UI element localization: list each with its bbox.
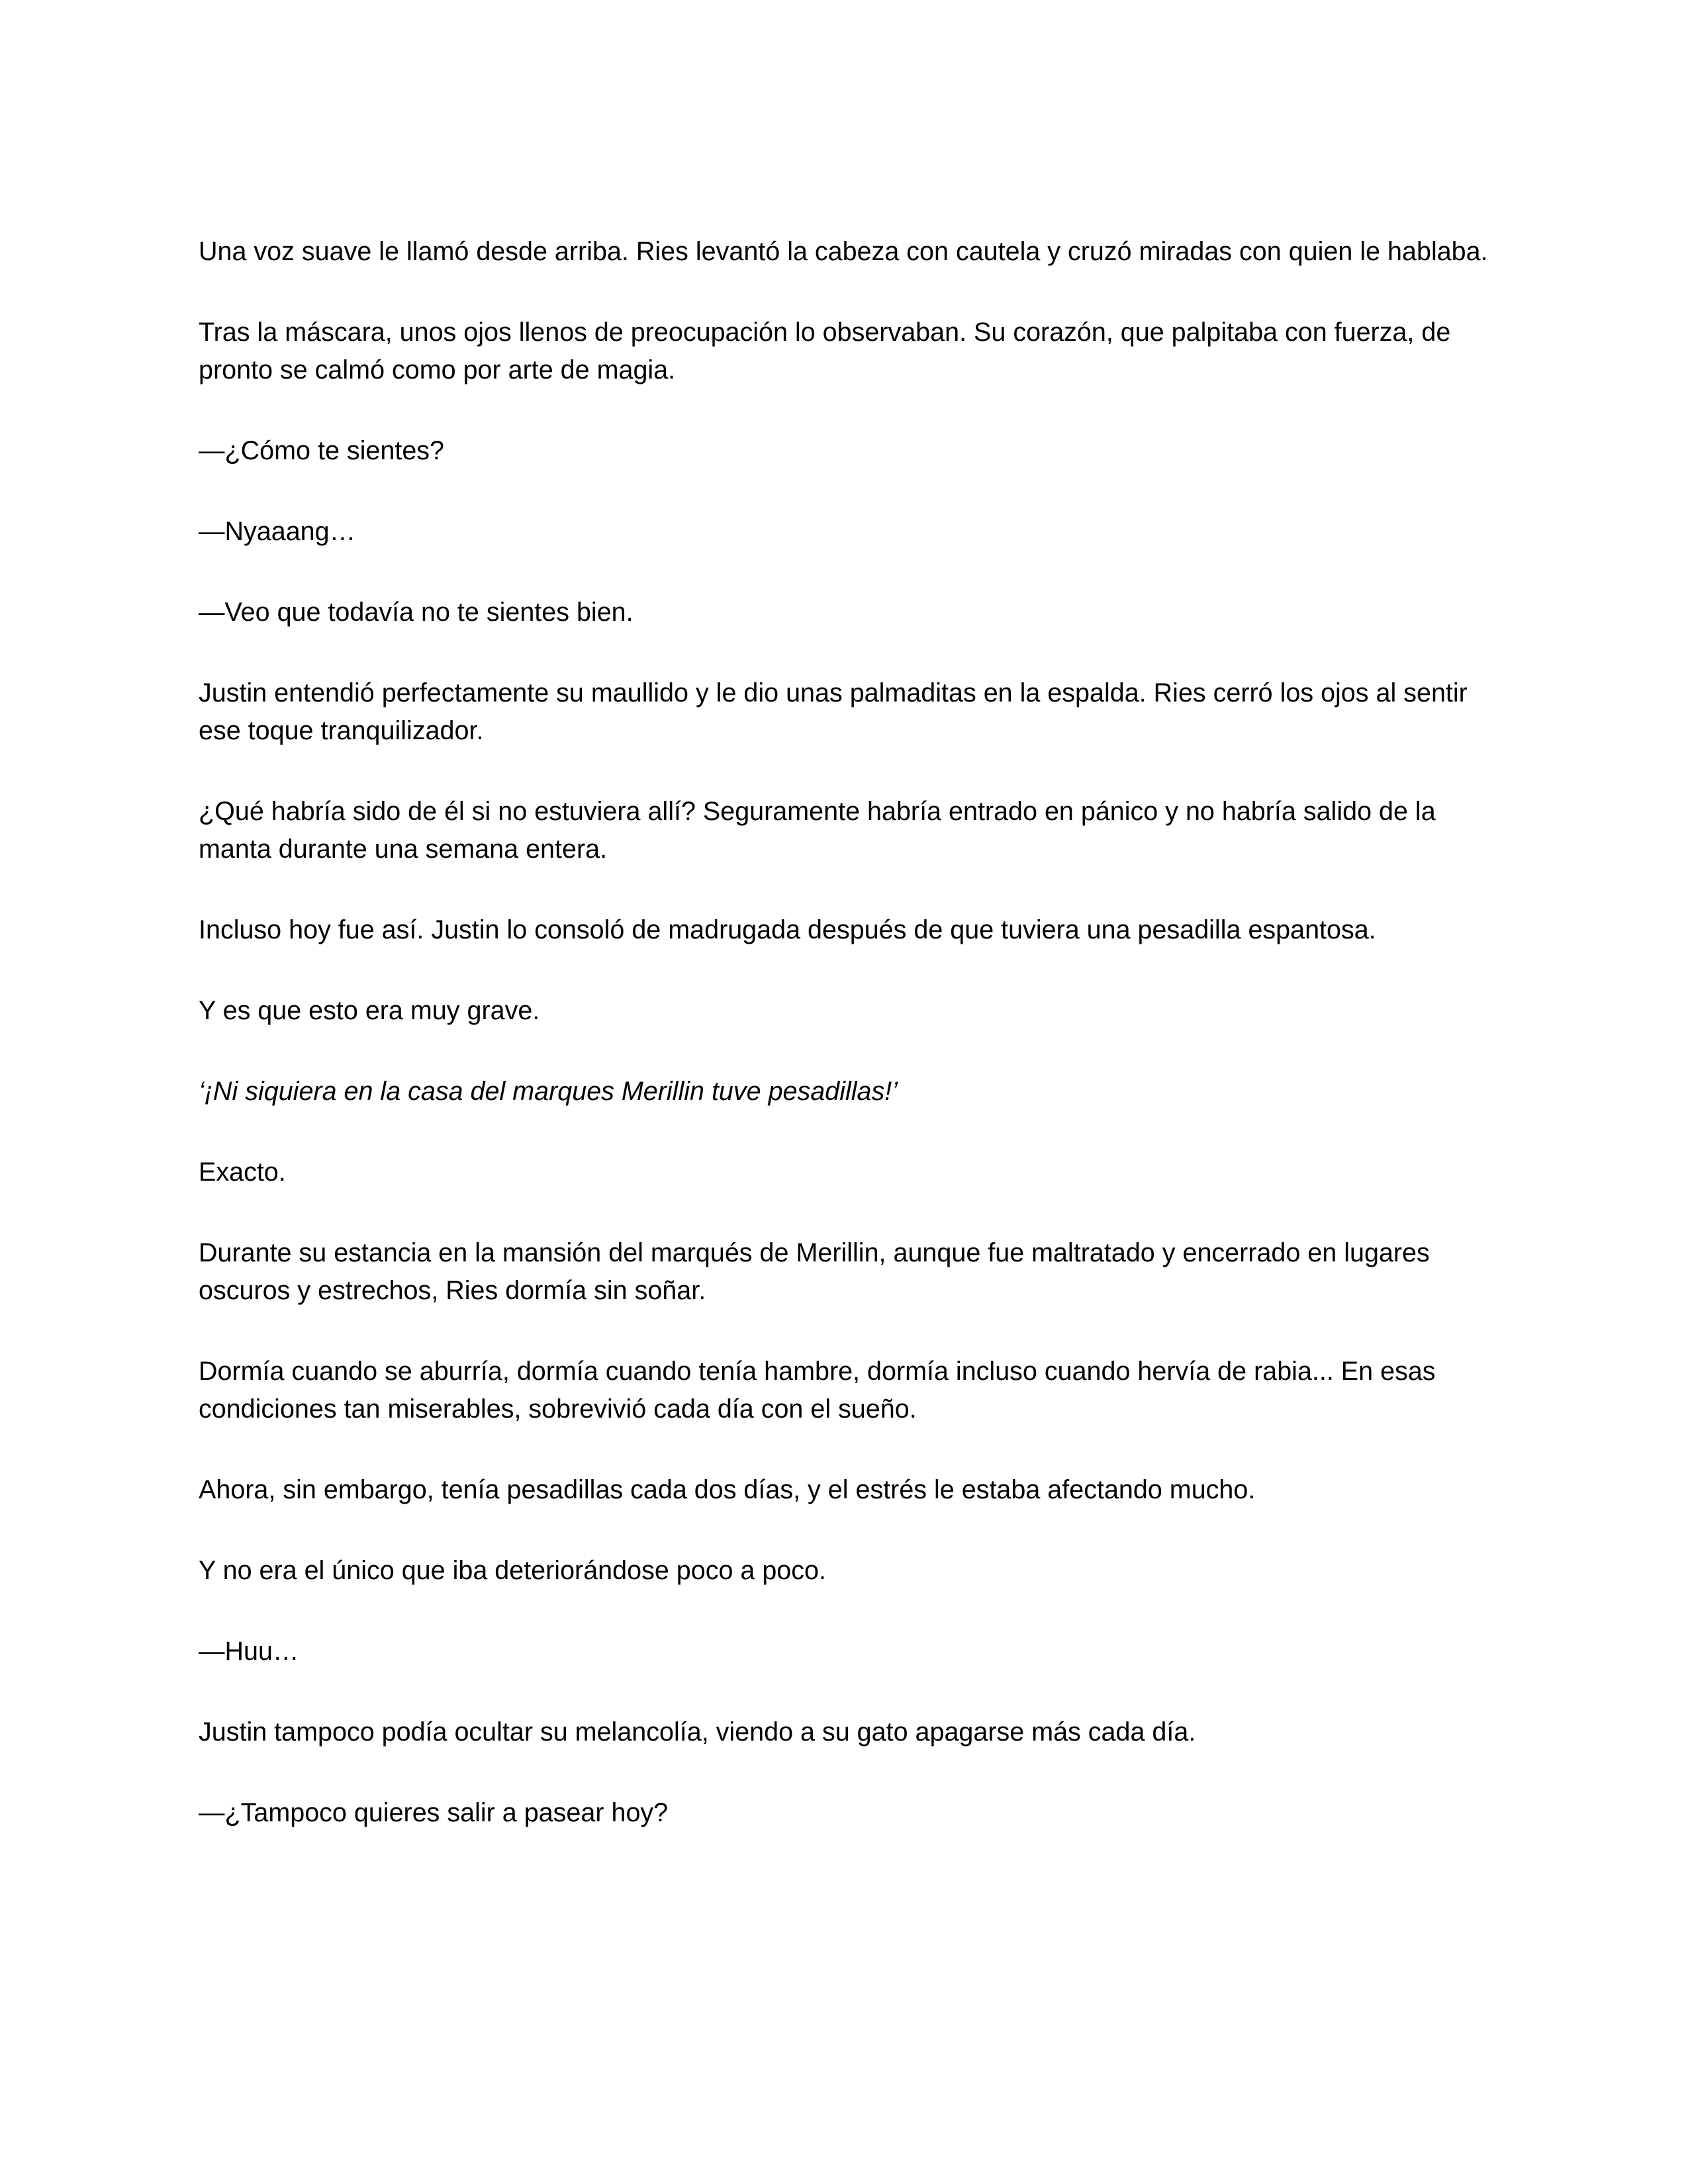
paragraph-dialogue: —Veo que todavía no te sientes bien.: [199, 598, 633, 627]
paragraph: Y es que esto era muy grave.: [199, 996, 540, 1025]
paragraph: Justin tampoco podía ocultar su melancolía, viendo a su gato apagarse más cada día.: [199, 1717, 1196, 1747]
paragraph-dialogue: —Huu…: [199, 1637, 299, 1666]
paragraph: Incluso hoy fue así. Justin lo consoló de madrugada después de que tuviera una pesadilla espantosa.: [199, 915, 1376, 944]
paragraph-dialogue: —¿Cómo te sientes?: [199, 436, 445, 465]
paragraph: Una voz suave le llamó desde arriba. Ries levantó la cabeza con cautela y cruzó miradas con quien le hablaba.: [199, 237, 1488, 266]
paragraph-inner-thought: ‘¡Ni siquiera en la casa del marques Merillin tuve pesadillas!’: [199, 1077, 898, 1106]
paragraph: ¿Qué habría sido de él si no estuviera allí? Seguramente habría entrado en pánico y no habría salido de la manta durante una semana entera.: [199, 797, 1443, 864]
paragraph-dialogue: —¿Tampoco quieres salir a pasear hoy?: [199, 1798, 669, 1827]
paragraph: Dormía cuando se aburría, dormía cuando tenía hambre, dormía incluso cuando hervía de rabia... En esas condiciones tan miserables, sobrevivió cada día con el sueño.: [199, 1357, 1443, 1424]
paragraph: Tras la máscara, unos ojos llenos de preocupación lo observaban. Su corazón, que palpitaba con fuerza, de pronto se calmó como por arte de magia.: [199, 318, 1458, 385]
paragraph: Exacto.: [199, 1158, 286, 1187]
paragraph: Durante su estancia en la mansión del marqués de Merillin, aunque fue maltratado y encerrado en lugares oscuros y estrechos, Ries dormía sin soñar.: [199, 1238, 1437, 1305]
paragraph: Y no era el único que iba deteriorándose poco a poco.: [199, 1556, 826, 1585]
paragraph: Ahora, sin embargo, tenía pesadillas cada dos días, y el estrés le estaba afectando mucho.: [199, 1475, 1256, 1504]
paragraph-dialogue: —Nyaaang…: [199, 517, 356, 546]
paragraph: Justin entendió perfectamente su maullido y le dio unas palmaditas en la espalda. Ries cerró los ojos al sentir ese toque tranquilizador.: [199, 678, 1475, 745]
